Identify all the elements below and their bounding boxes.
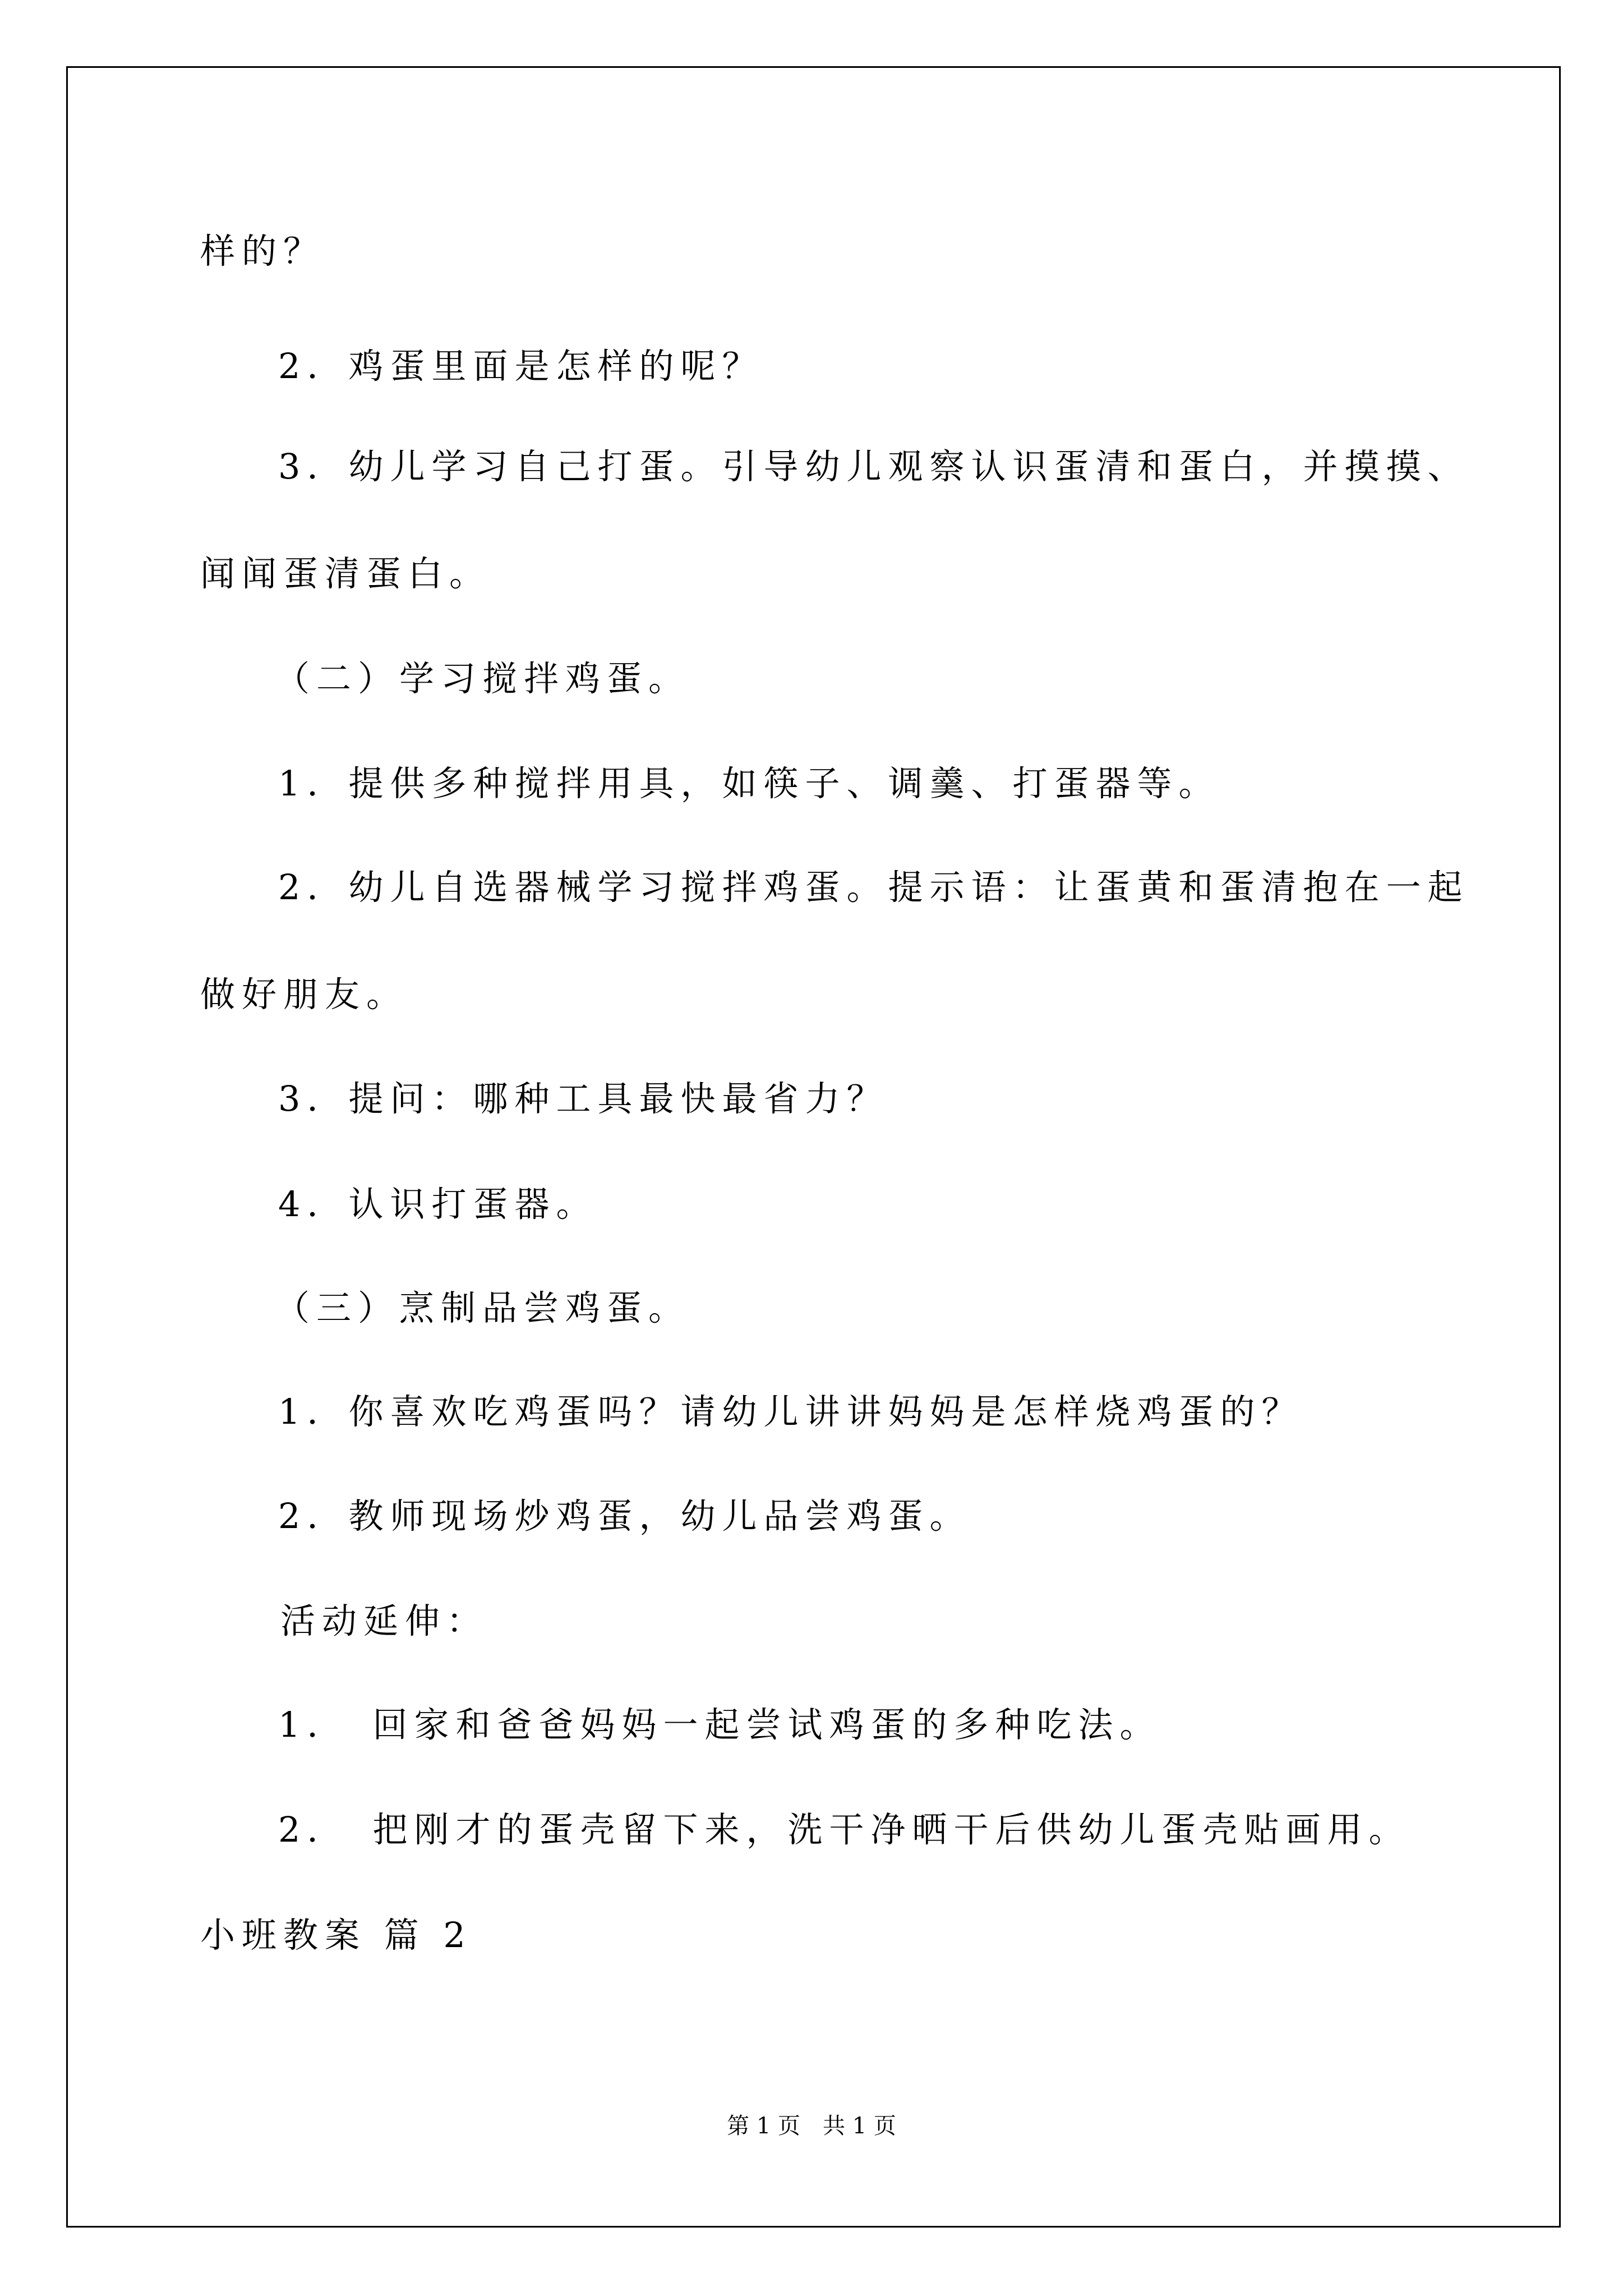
paragraph-line: 3．幼儿学习自己打蛋。引导幼儿观察认识蛋清和蛋白，并摸摸、: [278, 446, 1469, 487]
paragraph-line: 4．认识打蛋器。: [278, 1184, 598, 1225]
paragraph-line: 闻闻蛋清蛋白。: [200, 553, 491, 594]
section-heading: 活动延伸：: [280, 1600, 488, 1641]
page-footer: 第 1 页 共 1 页: [727, 2113, 896, 2139]
paragraph-line: 1．你喜欢吃鸡蛋吗？请幼儿讲讲妈妈是怎样烧鸡蛋的？: [278, 1391, 1303, 1432]
paragraph-line: 1．提供多种搅拌用具，如筷子、调羹、打蛋器等。: [278, 763, 1220, 804]
paragraph-line: 样的？: [200, 231, 325, 272]
paragraph-line: 2．鸡蛋里面是怎样的呢？: [278, 346, 764, 386]
section-heading: （三）烹制品尝鸡蛋。: [275, 1287, 690, 1328]
section-heading: （二）学习搅拌鸡蛋。: [275, 658, 690, 699]
paragraph-line: 2． 把刚才的蛋壳留下来，洗干净晒干后供幼儿蛋壳贴画用。: [278, 1809, 1410, 1850]
page-border: [66, 66, 1561, 2228]
paragraph-line: 3．提问：哪种工具最快最省力？: [278, 1078, 888, 1119]
section-title: 小班教案 篇 2: [200, 1915, 472, 1955]
paragraph-line: 2．教师现场炒鸡蛋，幼儿品尝鸡蛋。: [278, 1496, 971, 1536]
paragraph-line: 1． 回家和爸爸妈妈一起尝试鸡蛋的多种吃法。: [278, 1704, 1161, 1745]
paragraph-line: 2．幼儿自选器械学习搅拌鸡蛋。提示语：让蛋黄和蛋清抱在一起: [278, 867, 1469, 908]
paragraph-line: 做好朋友。: [200, 974, 408, 1015]
